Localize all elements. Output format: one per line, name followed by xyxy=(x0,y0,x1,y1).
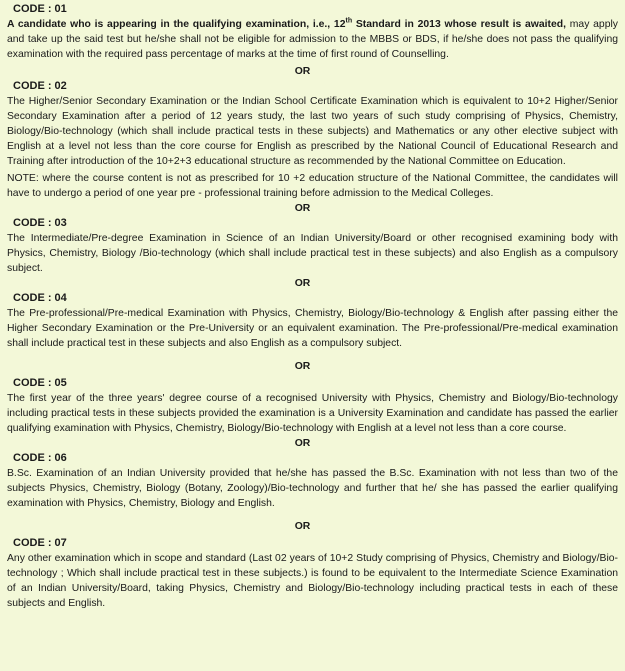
code-01-bold-lead-part1: A candidate who is appearing in the qualifying examination, i.e., 12 xyxy=(7,19,346,30)
code-07-paragraph: Any other examination which in scope and standard (Last 02 years of 10+2 Study comprising of Physics, Chemistry and Biology/Bio-technology ; Which shall include practical test in these subjects.) is found to be equivalent to the Intermediate Science Examination of an Indian University/Board, taking Physics, Chemistry and Biology/Bio-technology including practical tests in each of these subjects and English. xyxy=(7,553,618,609)
code-01-superscript: th xyxy=(345,17,353,25)
or-separator: OR xyxy=(294,361,311,372)
code-06-paragraph: B.Sc. Examination of an Indian University provided that he/she has passed the B.Sc. Examination with not less than two of the subjects Physics, Chemistry, Biology (Botany, Zoology)/Bio-technology and further that he/ she has passed the earlier qualifying examination with Physics, Chemistry, Biology and English. xyxy=(7,468,618,509)
or-separator: OR xyxy=(294,278,311,289)
code-07-heading: CODE : 07 xyxy=(13,537,67,549)
or-separator: OR xyxy=(294,521,311,532)
code-02-paragraph: The Higher/Senior Secondary Examination or the Indian School Certificate Examination which is equivalent to 10+2 Higher/Senior Secondary Examination after a period of 12 years study, the last two years of such study comprising of Physics, Chemistry, Biology/Bio-technology (which shall include practical tests in these subjects) and Mathematics or any other elective subject with English at a level not less than the core course for English as prescribed by the National Council of Educational Research and Training after introduction of the 10+2+3 educational structure as recommended by the National Committee on Education. xyxy=(7,96,618,167)
code-06-heading: CODE : 06 xyxy=(13,452,67,464)
code-02-heading: CODE : 02 xyxy=(13,80,67,92)
code-03-heading: CODE : 03 xyxy=(13,217,67,229)
code-05-paragraph: The first year of the three years' degree course of a recognised University with Physics, Chemistry and Biology/Bio-technology including practical tests in these subjects provided the examination is a University Examination and candidate has passed the earlier qualifying examination with Physics, Chemistry, Biology/Bio-technology with English at a level not less than a core course. xyxy=(7,393,618,434)
code-04-heading: CODE : 04 xyxy=(13,292,67,304)
or-separator: OR xyxy=(294,438,311,449)
or-separator: OR xyxy=(294,203,311,214)
code-02-note: NOTE: where the course content is not as prescribed for 10 +2 education structure of the National Committee, the candidates will have to undergo a period of one year pre - professional training before admission to the Medical Colleges. xyxy=(7,173,618,199)
code-01-bold-lead-part2: Standard in 2013 whose result is awaited, xyxy=(352,19,567,30)
code-05-heading: CODE : 05 xyxy=(13,377,67,389)
code-04-paragraph: The Pre-professional/Pre-medical Examination with Physics, Chemistry, Biology/Bio-technology & English after passing either the Higher Secondary Examination or the Pre-University or an equivalent examination. The Pre-professional/Pre-medical examination shall include practical test in these subjects and also English as a compulsory subject. xyxy=(7,308,618,349)
or-separator: OR xyxy=(294,66,311,77)
code-01-paragraph xyxy=(7,17,618,62)
code-01-heading: CODE : 01 xyxy=(13,3,67,15)
code-03-paragraph: The Intermediate/Pre-degree Examination in Science of an Indian University/Board or other recognised examining body with Physics, Chemistry, Biology /Bio-technology (which shall include practical test in these subjects) and also English as a compulsory subject. xyxy=(7,233,618,274)
code-01-bold-lead xyxy=(7,19,566,30)
code-01-text: may apply and take up the said test but he/she shall not be eligible for admission to the MBBS or BDS, if he/she does not pass the qualifying examination with the required pass percentage of marks at the time of first round of Counselling. xyxy=(7,19,618,60)
